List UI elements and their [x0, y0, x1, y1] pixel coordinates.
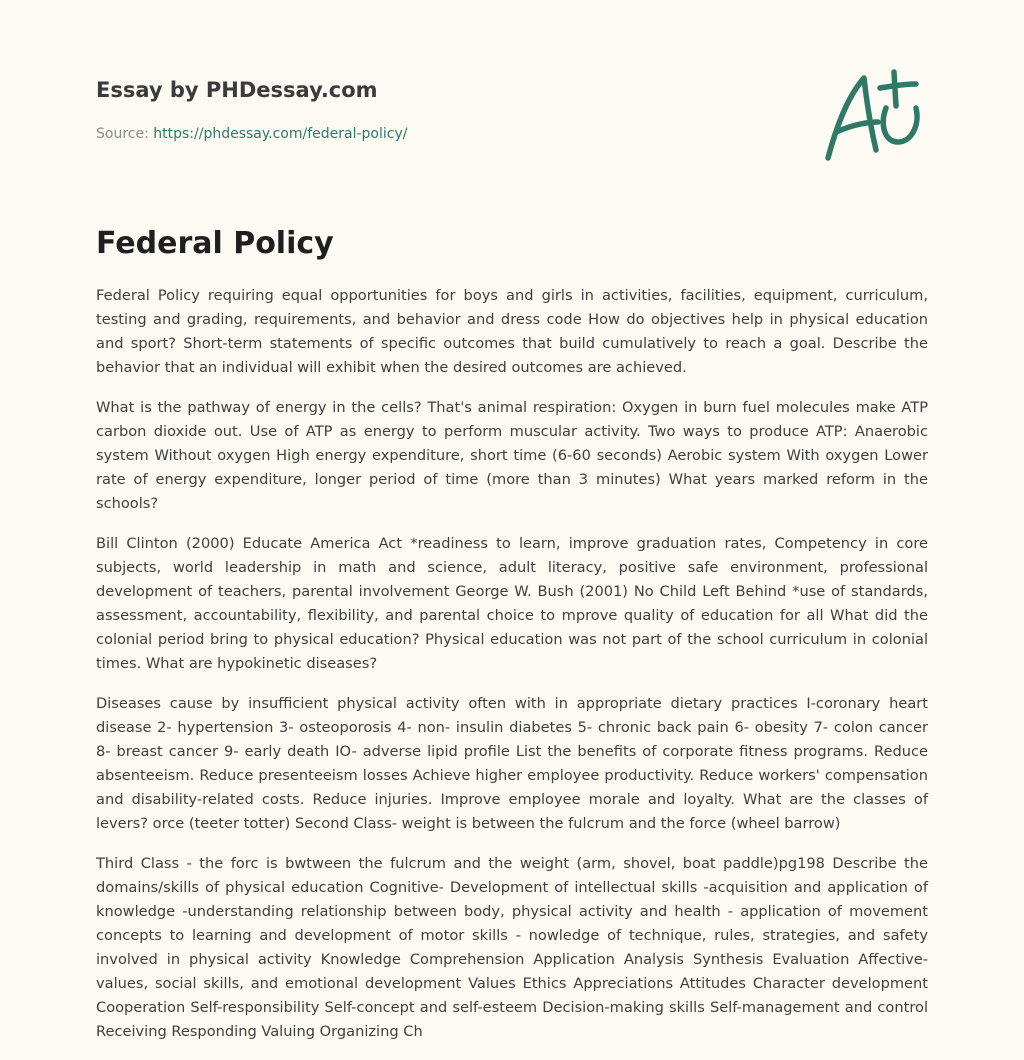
source-line	[96, 124, 696, 144]
site-title: Essay by PHDessay.com	[96, 78, 378, 102]
source-label: Source:	[96, 126, 154, 142]
page-header	[96, 76, 696, 144]
essay-paragraph-4: Diseases cause by insufficient physical activity often with in appropriate dietary practices I-coronary heart disease 2- hypertension 3- osteoporosis 4- non- insulin diabetes 5- chronic back pain 6- obesity 7- colon cancer 8- breast cancer 9- early death IO- adverse lipid profile List the benefits of corporate fitness programs. Reduce absenteeism. Reduce presenteeism losses Achieve higher employee productivity. Reduce workers' compensation and disability-related costs. Reduce injuries. Improve employee morale and loyalty. What are the classes of levers? orce (teeter totter) Second Class- weight is between the fulcrum and the force (wheel barrow)	[96, 695, 928, 832]
a-plus-grade-icon	[820, 66, 930, 166]
source-link[interactable]: https://phdessay.com/federal-policy/	[153, 126, 408, 142]
essay-paragraph-2: What is the pathway of energy in the cells? That's animal respiration: Oxygen in burn fuel molecules make ATP carbon dioxide out. Use of ATP as energy to perform muscular activity. Two ways to produce ATP: Anaerobic system Without oxygen High energy expenditure, short time (6-60 seconds) Aerobic system With oxygen Lower rate of energy expenditure, longer period of time (more than 3 minutes) What years marked reform in the schools?	[96, 399, 928, 512]
document-title: Federal Policy	[96, 226, 334, 261]
essay-paragraph-5: Third Class - the forc is bwtween the fulcrum and the weight (arm, shovel, boat paddle)pg198 Describe the domains/skills of physical education Cognitive- Development of intellectual skills -acquisition and application of knowledge -understanding relationship between body, physical activity and health - application of movement concepts to learning and development of motor skills - nowledge of technique, rules, strategies, and safety involved in physical activity Knowledge Comprehension Application Analysis Synthesis Evaluation Affective- values, social skills, and emotional development Values Ethics Appreciations Attitudes Character development Cooperation Self-responsibility Self-concept and self-esteem Decision-making skills Self-management and control Receiving Responding Valuing Organizing Ch	[96, 855, 928, 1040]
essay-paragraph-1: Federal Policy requiring equal opportunities for boys and girls in activities, facilities, equipment, curriculum, testing and grading, requirements, and behavior and dress code How do objectives help in physical education and sport? Short-term statements of specific outcomes that build cumulatively to reach a goal. Describe the behavior that an individual will exhibit when the desired outcomes are achieved.	[96, 287, 928, 376]
essay-body	[96, 284, 928, 1060]
essay-paragraph-3: Bill Clinton (2000) Educate America Act *readiness to learn, improve graduation rates, Competency in core subjects, world leadership in math and science, adult literacy, positive safe environment, professional development of teachers, parental involvement George W. Bush (2001) No Child Left Behind *use of standards, assessment, accountability, flexibility, and parental choice to mprove quality of education for all What did the colonial period bring to physical education? Physical education was not part of the school curriculum in colonial times. What are hypokinetic diseases?	[96, 535, 928, 672]
